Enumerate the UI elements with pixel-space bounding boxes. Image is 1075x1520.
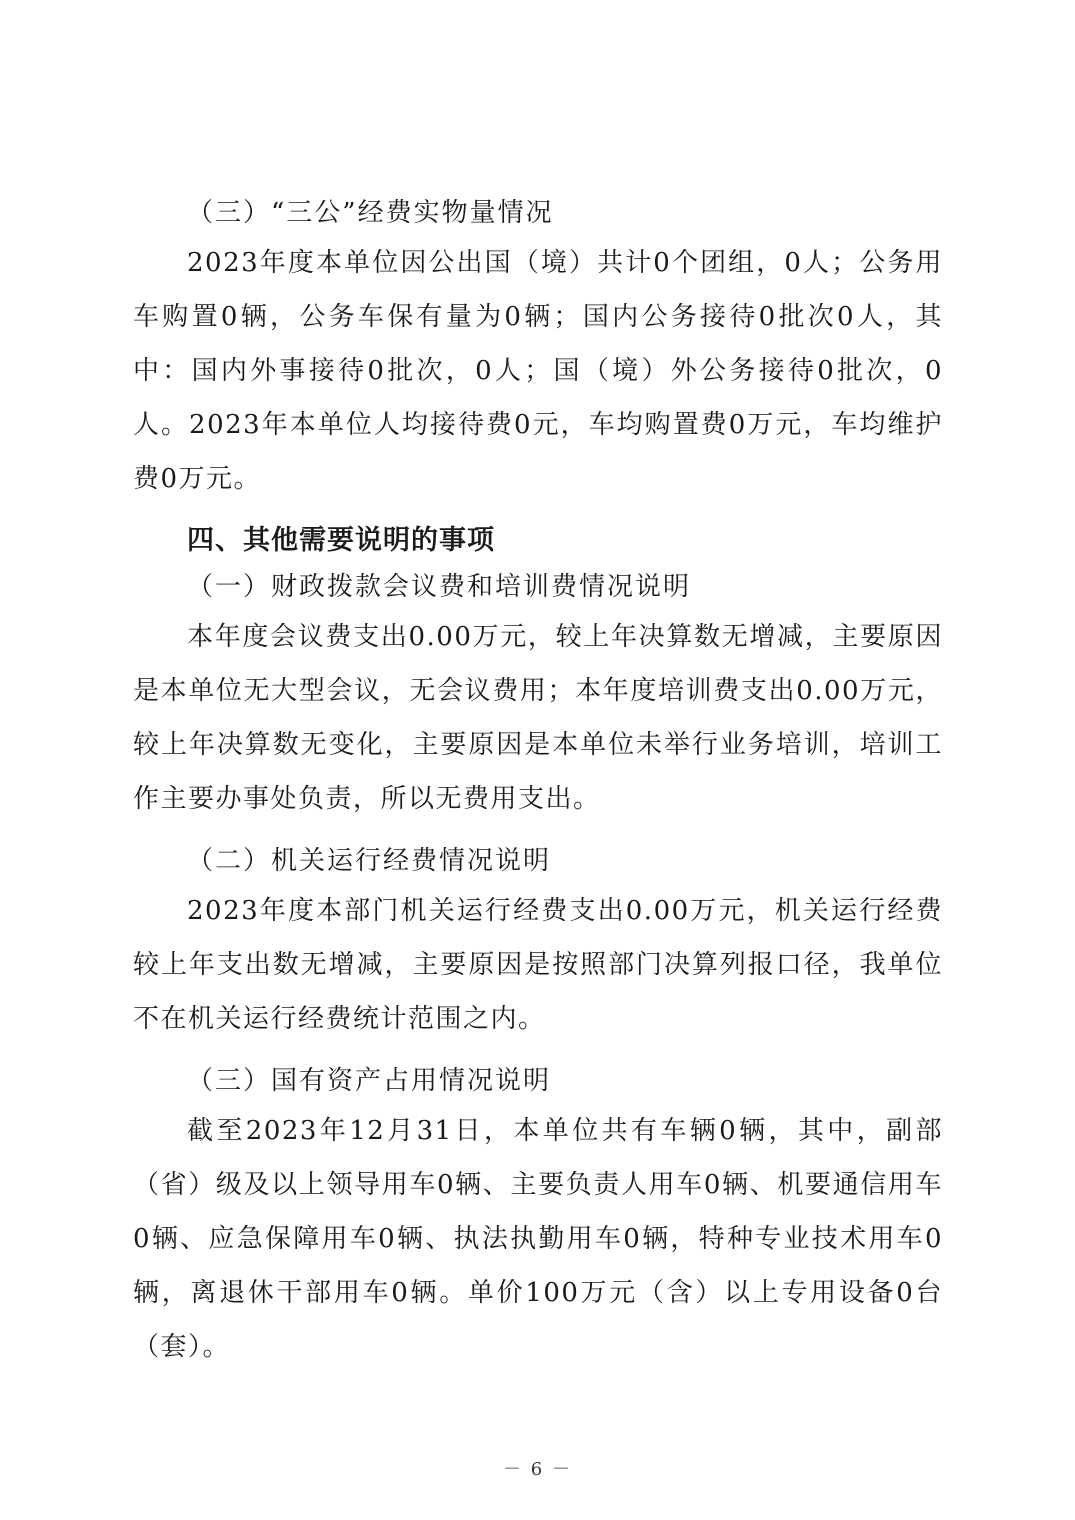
section-heading-operating-expenses: （二）机关运行经费情况说明 <box>187 846 552 876</box>
paragraph-state-assets: 截至2023年12月31日，本单位共有车辆0辆，其中，副部（省）级及以上领导用车0辆、主要负责人用车0辆、机要通信用车0辆、应急保障用车0辆、执法执勤用车0辆，特种专业技术用车0辆，离退休干部用车0辆。单价100万元（含）以上专用设备0台（套）。 <box>133 1116 943 1362</box>
paragraph-operating-expenses: 2023年度本部门机关运行经费支出0.00万元，机关运行经费较上年支出数无增减，主要原因是按照部门决算列报口径，我单位不在机关运行经费统计范围之内。 <box>133 896 943 1034</box>
paragraph-sangong-quantity: 2023年度本单位因公出国（境）共计0个团组，0人；公务用车购置0辆，公务车保有量为0辆；国内公务接待0批次0人，其中：国内外事接待0批次，0人；国（境）外公务接待0批次，0人。2023年本单位人均接待费0元，车均购置费0万元，车均维护费0万元。 <box>133 248 943 494</box>
document-body <box>133 190 943 1386</box>
section-heading-other-matters: 四、其他需要说明的事项 <box>187 525 495 556</box>
section-heading-sangong-quantity: （三）“三公”经费实物量情况 <box>187 198 554 228</box>
paragraph-meeting-training: 本年度会议费支出0.00万元，较上年决算数无增减，主要原因是本单位无大型会议，无会议费用；本年度培训费支出0.00万元，较上年决算数无变化，主要原因是本单位未举行业务培训，培训工作主要办事处负责，所以无费用支出。 <box>133 622 943 814</box>
page-number: － 6 － <box>503 1459 572 1480</box>
section-heading-meeting-training: （一）财政拨款会议费和培训费情况说明 <box>187 572 692 602</box>
section-heading-state-assets: （三）国有资产占用情况说明 <box>187 1066 552 1096</box>
